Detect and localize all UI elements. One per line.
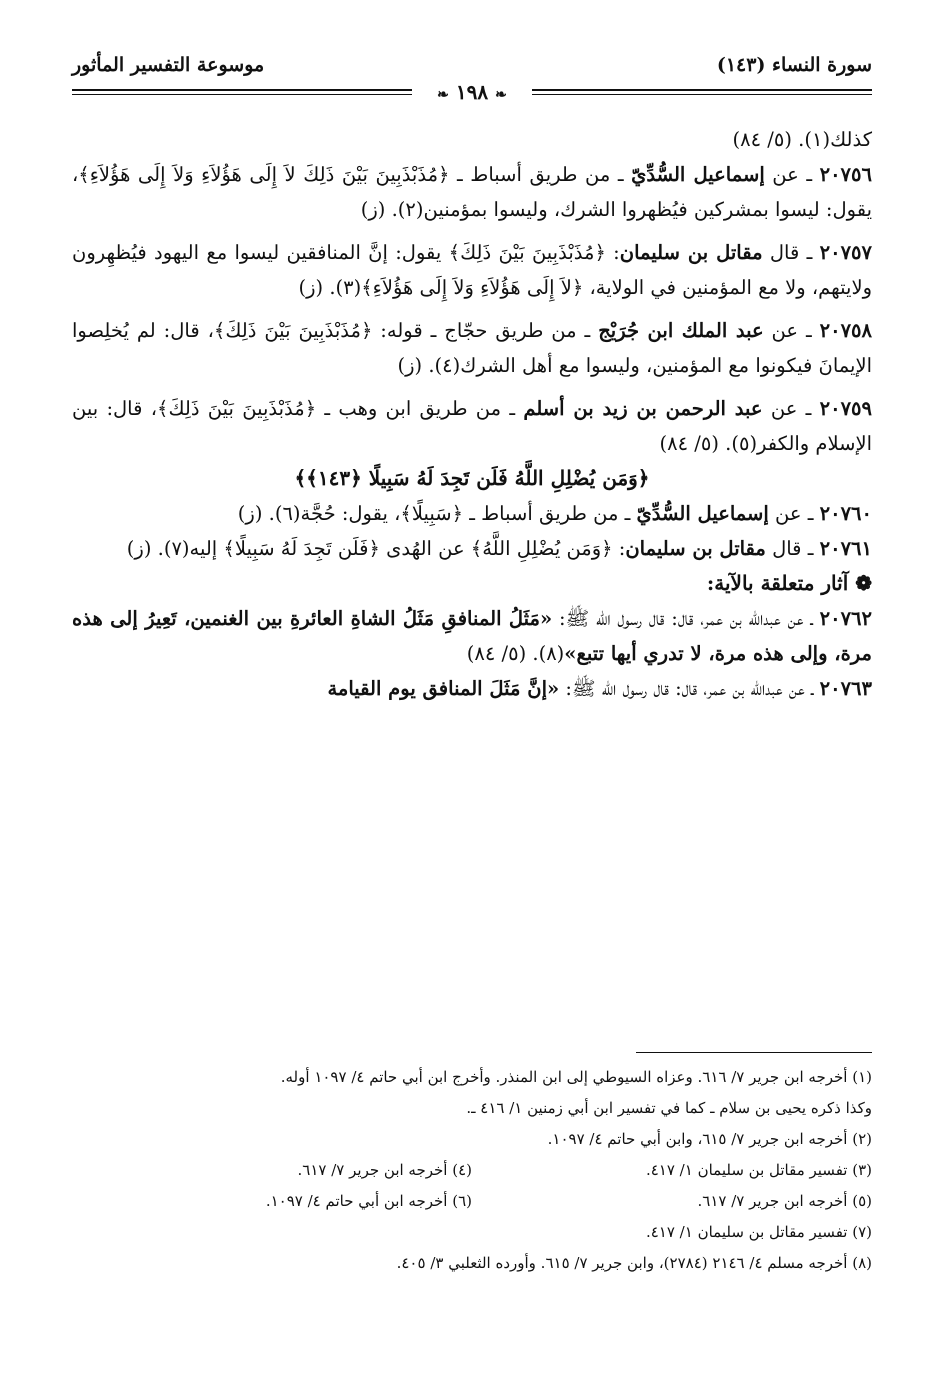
entry-text: ـ من طريق ابن وهب ـ ﴿مُذَبْذَبِينَ بَيْنَ ذَلِكَ﴾، قال: بين الإسلام والكفر(٥). (٥/ ٨٤) [72,397,872,455]
entry-20758 [72,313,872,383]
main-text [72,122,872,706]
narrator-name: مقاتل بن سليمان [625,537,766,560]
section-heading: ❁ آثار متعلقة بالآية: [706,571,872,595]
ornament-icon: ❧ [437,87,449,103]
hadith-text: «مَثَلُ المنافقِ مَثَلُ الشاةِ العائرةِ بين الغنمين، تَعِيرُ إلى هذه مرة، وإلى هذه مرة، لا تدري أيها تتبع» [72,607,872,665]
footnote-row [72,1186,872,1217]
hadith-text: «إنَّ مَثَلَ المنافق يوم القيامة [327,677,560,700]
entry-20756 [72,157,872,227]
footnote-3: (٣) تفسير مقاتل بن سليمان ١/ ٤١٧. [645,1161,872,1179]
entry-number: ٢٠٧٥٨ [819,319,872,342]
footnote-5: (٥) أخرجه ابن جرير ٧/ ٦١٧. [697,1192,872,1210]
ornament-icon: ❧ [495,87,507,103]
page-header [72,52,872,102]
entry-intro: ـ عن عبدالله بن عمر، قال: قال رسول الله ﷺ: [559,677,820,700]
entry-text: : ﴿مُذَبْذَبِينَ بَيْنَ ذَلِكَ﴾ يقول: إنَّ المنافقين ليسوا مع اليهود فيُظهِرون ولايتهم، ولا مع المؤمنين في الولاية، ﴿لاَ إِلَى هَؤُلاَءِ وَلاَ إِلَى هَؤُلاَءِ﴾(٣). (ز) [72,241,872,299]
entry-number: ٢٠٧٦٠ [819,502,872,525]
entry-number: ٢٠٧٥٧ [819,241,873,264]
continuation-line: كذلك(١). (٥/ ٨٤) [732,128,872,151]
entry-number: ٢٠٧٦١ [819,537,872,560]
entry-intro: ـ عن [764,163,820,186]
entry-number: ٢٠٧٥٩ [819,397,872,420]
page-number: ١٩٨ [455,80,489,104]
page-number-box [412,80,532,104]
narrator-name: إسماعيل السُّدِّيّ [636,502,769,525]
footnote-rule [636,1052,872,1053]
entry-text: ـ من طريق أسباط ـ ﴿سَبِيلًا﴾، يقول: حُجَّة(٦). (ز) [237,502,637,525]
entry-intro: ـ قال [762,241,820,264]
footnote-1: (١) أخرجه ابن جرير ٧/ ٦١٦. وعزاه السيوطي إلى ابن المنذر. وأخرج ابن أبي حاتم ٤/ ١٠٩٧ أوله. [280,1068,872,1086]
quran-verse: ﴿وَمَن يُضْلِلِ اللَّهُ فَلَن تَجِدَ لَهُ سَبِيلًا ﴿١٤٣﴾﴾ [294,466,650,490]
entry-intro: ـ عن [763,319,820,342]
entry-number: ٢٠٧٦٢ [819,607,872,630]
surah-title: سورة النساء (١٤٣) [716,54,872,76]
entry-intro: ـ عن عبدالله بن عمر، قال: قال رسول الله ﷺ: [552,607,820,630]
entry-20762 [72,601,872,671]
footnote-6: (٦) أخرجه ابن أبي حاتم ٤/ ١٠٩٧. [265,1192,472,1210]
footnote-4: (٤) أخرجه ابن جرير ٧/ ٦١٧. [297,1161,472,1179]
footnote-row [72,1155,872,1186]
footnote-2: (٢) أخرجه ابن جرير ٧/ ٦١٥، وابن أبي حاتم ٤/ ١٠٩٧. [547,1130,872,1148]
book-title: موسوعة التفسير المأثور [72,54,265,76]
entry-20761 [72,531,872,566]
entry-text: : ﴿وَمَن يُضْلِلِ اللَّهُ﴾ عن الهُدى ﴿فَلَن تَجِدَ لَهُ سَبِيلًا﴾ إليه(٧). (ز) [126,537,626,560]
entry-intro: ـ عن [768,502,820,525]
narrator-name: عبد الرحمن بن زيد بن أسلم [523,397,763,420]
footnotes [72,1062,872,1279]
entry-text: ـ من طريق أسباط ـ ﴿مُذَبْذَبِينَ بَيْنَ ذَلِكَ لاَ إِلَى هَؤُلاَءِ وَلاَ إِلَى هَؤُلاَءِ﴾، يقول: ليسوا بمشركين فيُظهروا الشرك، وليسوا بمؤمنين(٢). (ز) [72,163,872,221]
entry-20763 [72,671,872,706]
entry-20760 [72,496,872,531]
footnote-8: (٨) أخرجه مسلم ٤/ ٢١٤٦ (٢٧٨٤)، وابن جرير ٧/ ٦١٥. وأورده الثعلبي ٣/ ٤٠٥. [396,1254,872,1272]
narrator-name: مقاتل بن سليمان [619,241,763,264]
footnote-1-cont: وكذا ذكره يحيى بن سلام ـ كما في تفسير ابن أبي زمنين ١/ ٤١٦ ـ. [466,1099,872,1117]
footnote-7: (٧) تفسير مقاتل بن سليمان ١/ ٤١٧. [645,1223,872,1241]
entry-text: ـ من طريق حجّاج ـ قوله: ﴿مُذَبْذَبِينَ بَيْنَ ذَلِكَ﴾، قال: لم يُخلِصوا الإيمانَ فيكونوا مع المؤمنين، وليسوا مع أهل الشرك(٤). (ز) [72,319,872,377]
entry-20757 [72,235,872,305]
entry-20759 [72,391,872,461]
entry-number: ٢٠٧٥٦ [819,163,872,186]
entry-intro: ـ قال [765,537,820,560]
entry-intro: ـ عن [762,397,820,420]
narrator-name: عبد الملك ابن جُرَيْج [598,319,764,342]
entry-ref: (٨). (٥/ ٨٤) [466,642,565,665]
entry-number: ٢٠٧٦٣ [819,677,872,700]
narrator-name: إسماعيل السُّدِّيّ [631,163,765,186]
